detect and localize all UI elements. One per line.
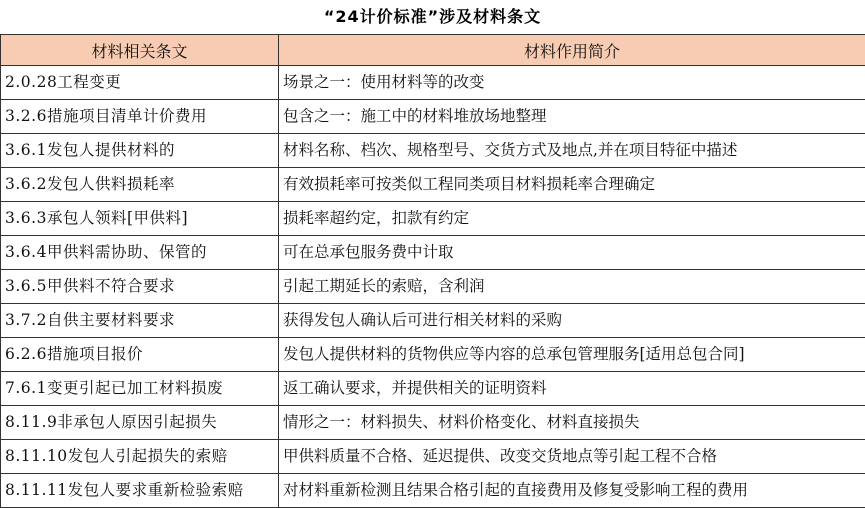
summary-cell: 发包人提供材料的货物供应等内容的总承包管理服务[适用总包合同] <box>279 338 865 372</box>
summary-cell: 可在总承包服务费中计取 <box>279 236 865 270</box>
table-row <box>1 440 865 474</box>
clause-cell: 8.11.10发包人引起损失的索赔 <box>1 440 279 474</box>
clause-cell: 8.11.9非承包人原因引起损失 <box>1 406 279 440</box>
column-header-clause: 材料相关条文 <box>1 35 279 66</box>
table-row <box>1 100 865 134</box>
table-row <box>1 338 865 372</box>
table-row <box>1 372 865 406</box>
summary-cell: 对材料重新检测且结果合格引起的直接费用及修复受影响工程的费用 <box>279 474 865 508</box>
clause-cell: 3.6.3承包人领料[甲供料] <box>1 202 279 236</box>
summary-cell: 返工确认要求，并提供相关的证明资料 <box>279 372 865 406</box>
table-row <box>1 270 865 304</box>
clause-cell: 7.6.1变更引起已加工材料损废 <box>1 372 279 406</box>
summary-cell: 情形之一：材料损失、材料价格变化、材料直接损失 <box>279 406 865 440</box>
table-row <box>1 202 865 236</box>
clause-cell: 3.7.2自供主要材料要求 <box>1 304 279 338</box>
clause-cell: 2.0.28工程变更 <box>1 66 279 100</box>
table-row <box>1 168 865 202</box>
clause-cell: 6.2.6措施项目报价 <box>1 338 279 372</box>
summary-cell: 引起工期延长的索赔，含利润 <box>279 270 865 304</box>
summary-cell: 获得发包人确认后可进行相关材料的采购 <box>279 304 865 338</box>
column-header-summary: 材料作用简介 <box>279 35 865 66</box>
table-row <box>1 66 865 100</box>
summary-cell: 有效损耗率可按类似工程同类项目材料损耗率合理确定 <box>279 168 865 202</box>
table-row <box>1 134 865 168</box>
summary-cell: 场景之一：使用材料等的改变 <box>279 66 865 100</box>
clause-cell: 3.6.4甲供料需协助、保管的 <box>1 236 279 270</box>
table-header-row <box>1 35 865 66</box>
summary-cell: 损耗率超约定，扣款有约定 <box>279 202 865 236</box>
table-row <box>1 474 865 508</box>
table-row <box>1 406 865 440</box>
clause-cell: 8.11.11发包人要求重新检验索赔 <box>1 474 279 508</box>
summary-cell: 包含之一：施工中的材料堆放场地整理 <box>279 100 865 134</box>
clause-cell: 3.6.1发包人提供材料的 <box>1 134 279 168</box>
table-row <box>1 236 865 270</box>
summary-cell: 材料名称、档次、规格型号、交货方式及地点,并在项目特征中描述 <box>279 134 865 168</box>
materials-clause-table <box>0 34 865 508</box>
clause-cell: 3.6.2发包人供料损耗率 <box>1 168 279 202</box>
clause-cell: 3.6.5甲供料不符合要求 <box>1 270 279 304</box>
clause-cell: 3.2.6措施项目清单计价费用 <box>1 100 279 134</box>
table-row <box>1 304 865 338</box>
page-title: “24计价标准”涉及材料条文 <box>0 0 865 34</box>
summary-cell: 甲供料质量不合格、延迟提供、改变交货地点等引起工程不合格 <box>279 440 865 474</box>
